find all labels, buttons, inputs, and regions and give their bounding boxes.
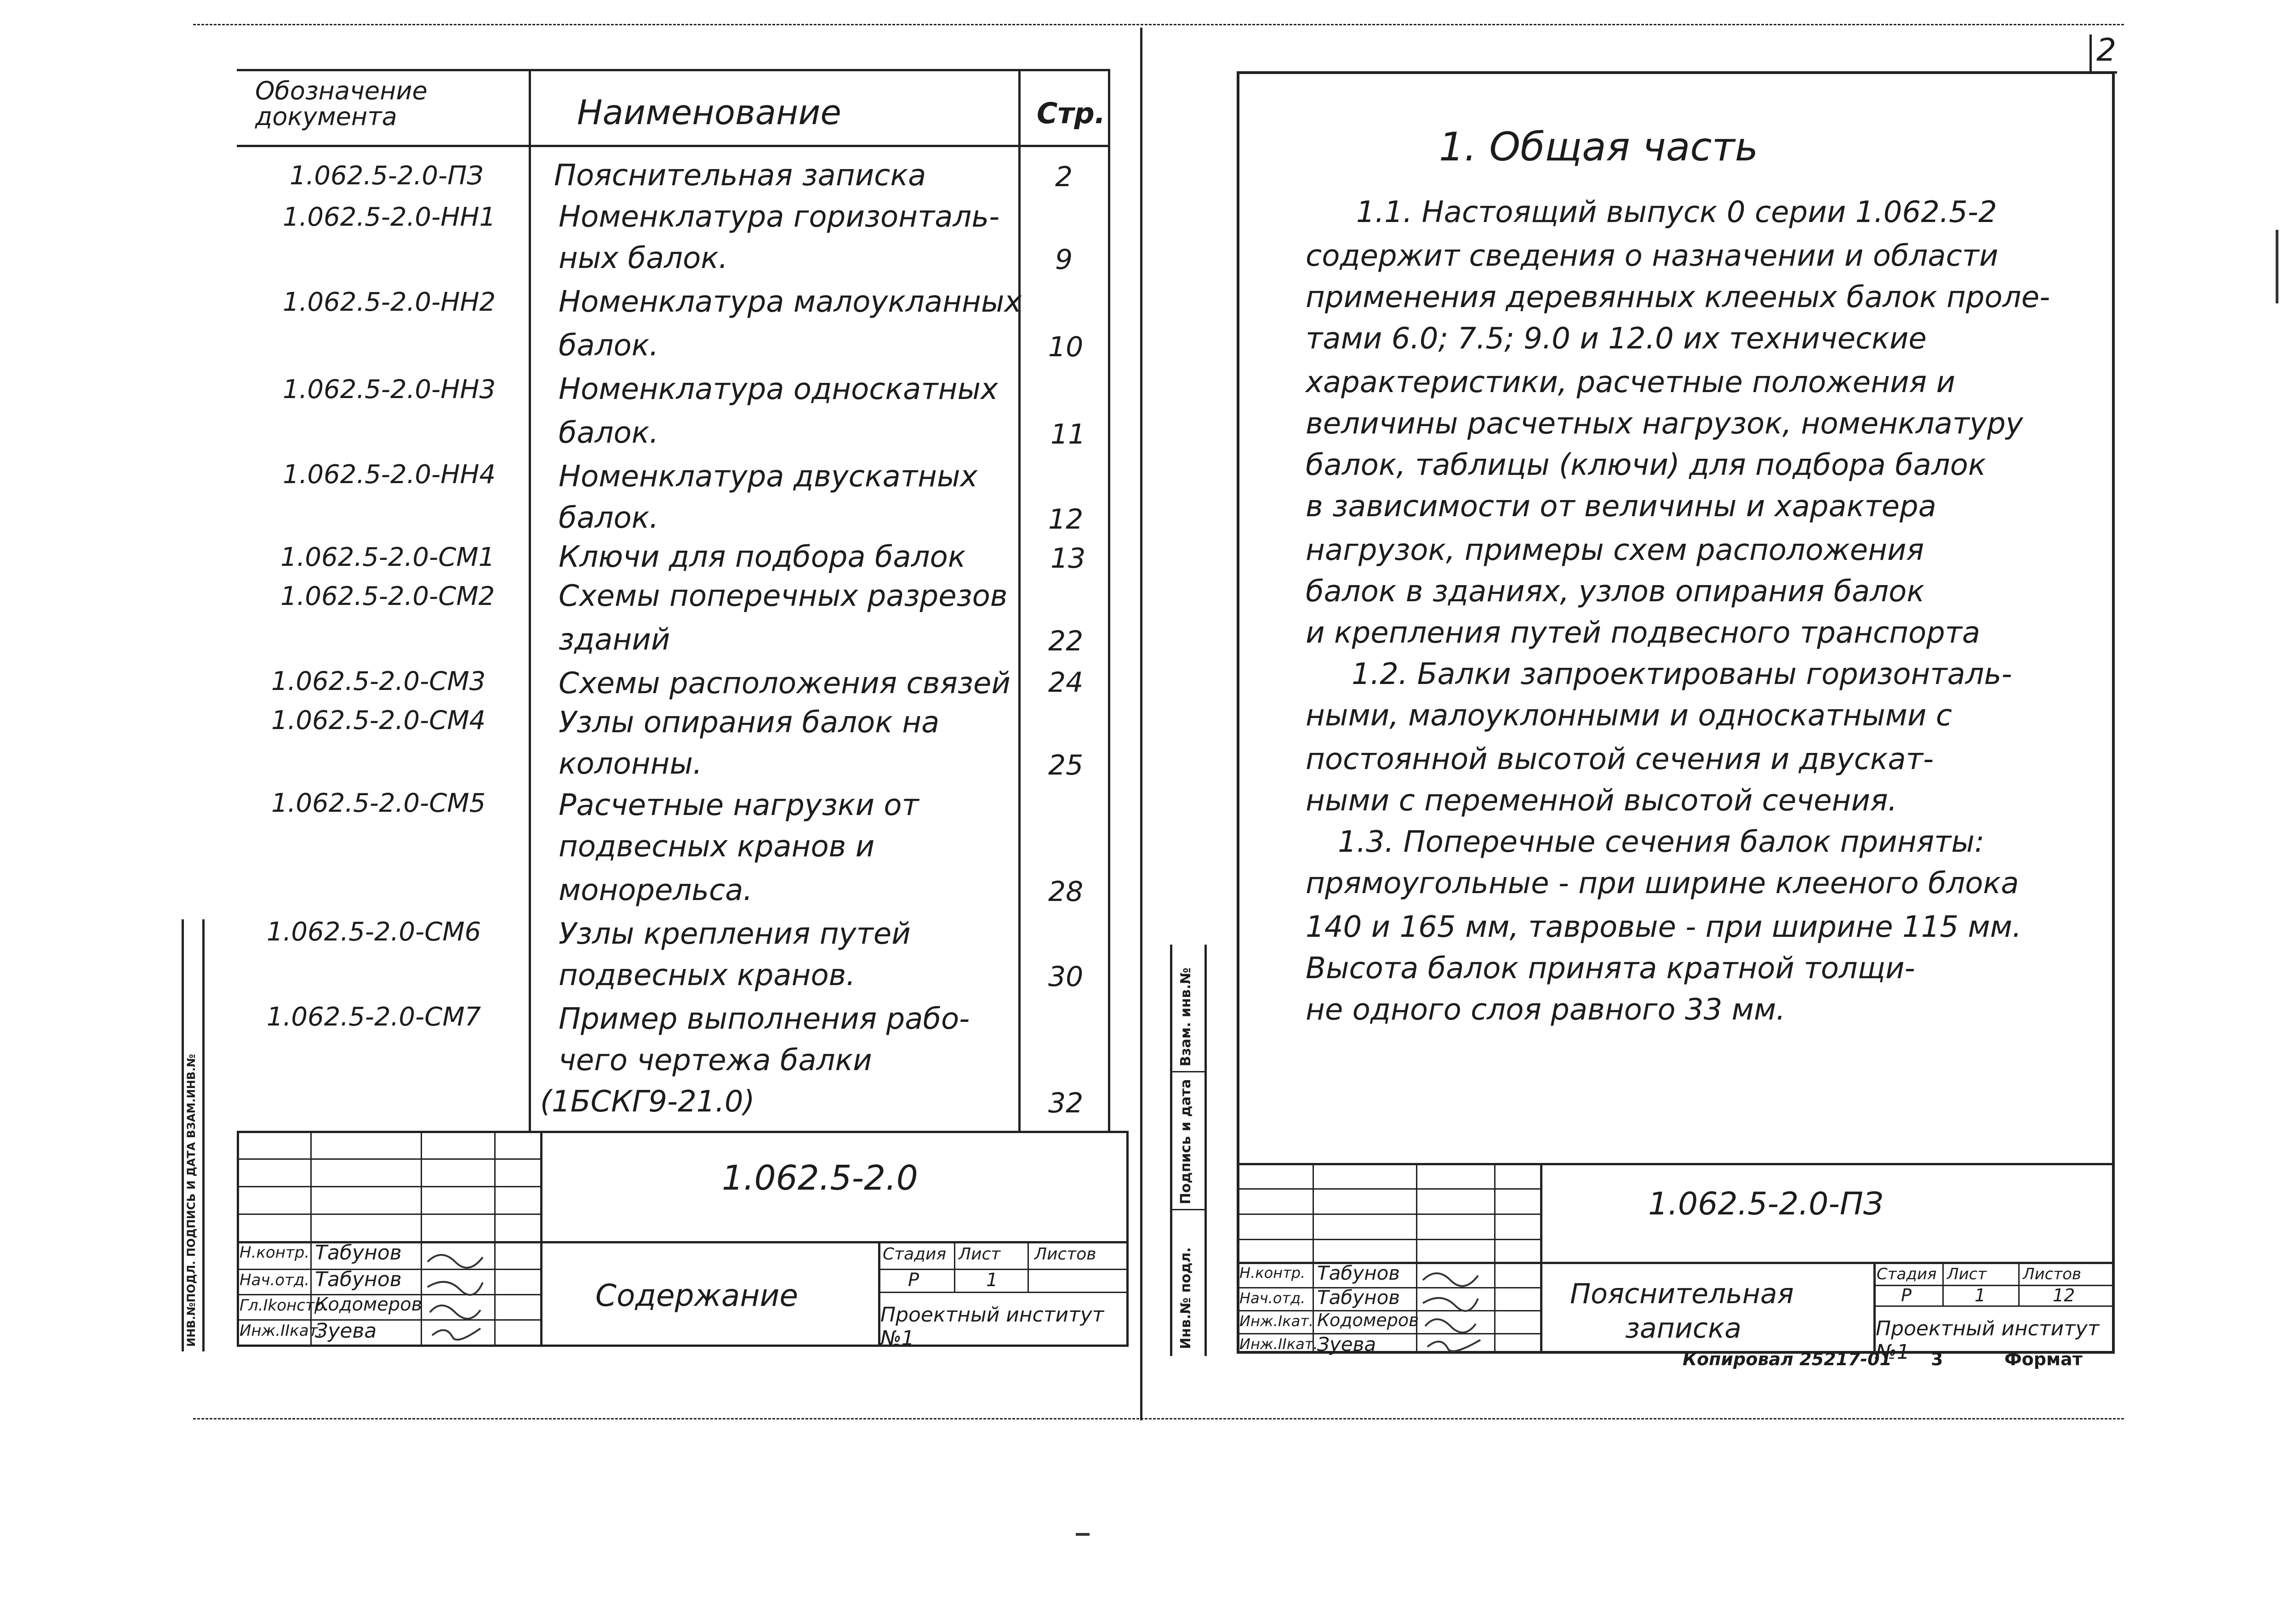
toc-name: зданий bbox=[559, 623, 670, 657]
signer-name: Табунов bbox=[1317, 1286, 1400, 1309]
toc-code: 1.062.5-2.0-СМ3 bbox=[271, 667, 486, 696]
role: Нач.отд. bbox=[240, 1271, 310, 1289]
signer-name: Кодомеров bbox=[1317, 1310, 1419, 1330]
toc-code: 1.062.5-2.0-СМ7 bbox=[267, 1002, 481, 1032]
toc-name: Номенклатура двускатных bbox=[559, 460, 978, 494]
sheet-value: 1 bbox=[986, 1270, 998, 1291]
text-line: балок в зданиях, узлов опирания балок bbox=[1306, 575, 1924, 609]
toc-page: 11 bbox=[1050, 418, 1086, 450]
table-right-border bbox=[1108, 69, 1110, 1133]
toc-page: 32 bbox=[1048, 1087, 1084, 1119]
sheets-label: Листов bbox=[1034, 1245, 1096, 1264]
top-cut-line bbox=[193, 24, 2124, 25]
right-strip-border bbox=[1170, 1071, 1207, 1072]
stamp-border bbox=[237, 1131, 239, 1347]
stamp-grid bbox=[878, 1292, 1126, 1293]
toc-name: колонны. bbox=[559, 747, 702, 781]
stamp-grid bbox=[2018, 1262, 2020, 1305]
left-title-block bbox=[237, 1131, 1129, 1350]
toc-page: 12 bbox=[1048, 503, 1084, 536]
role: Нач.отд. bbox=[1239, 1289, 1306, 1307]
right-doc-title-1: Пояснительная bbox=[1570, 1278, 1794, 1310]
page-fold-line bbox=[1140, 28, 1142, 1420]
toc-name: Ключи для подбора балок bbox=[559, 540, 966, 574]
table-header-border bbox=[237, 145, 1110, 147]
sheet-label: Лист bbox=[1947, 1265, 1987, 1283]
text-line: постоянной высотой сечения и двускат- bbox=[1306, 742, 1934, 776]
role: Инж.Iкат. bbox=[1239, 1312, 1314, 1330]
sheets-label: Листов bbox=[2023, 1265, 2082, 1283]
stamp-grid bbox=[954, 1241, 955, 1292]
scan-mark bbox=[2276, 230, 2278, 303]
organization: Проектный институт №1 bbox=[1876, 1317, 2100, 1364]
toc-code: 1.062.5-2.0-ПЗ bbox=[290, 161, 484, 191]
right-doc-title-2: записка bbox=[1625, 1312, 1741, 1345]
header-name: Наименование bbox=[577, 93, 842, 132]
role: Гл.Ikонстр. bbox=[240, 1296, 330, 1315]
stamp-grid bbox=[1540, 1163, 1542, 1354]
toc-name: (1БСКГ9-21.0) bbox=[540, 1085, 755, 1119]
stage-label: Стадия bbox=[1877, 1265, 1937, 1283]
toc-code: 1.062.5-2.0-СМ6 bbox=[267, 917, 481, 947]
role: Инж.IIкат. bbox=[1239, 1335, 1318, 1353]
section-title: 1. Общая часть bbox=[1439, 124, 1758, 170]
signer-name: Кодомеров bbox=[315, 1294, 422, 1315]
toc-name: Узлы крепления путей bbox=[559, 917, 911, 951]
sign-date-label: Подпись и дата bbox=[1178, 1079, 1194, 1204]
right-strip-border bbox=[1170, 1209, 1207, 1210]
stamp-grid bbox=[540, 1131, 542, 1347]
stamp-border bbox=[1237, 1163, 2115, 1165]
toc-page: 30 bbox=[1048, 961, 1084, 993]
signer-name: Табунов bbox=[315, 1268, 402, 1291]
toc-code: 1.062.5-2.0-СМ5 bbox=[271, 788, 486, 818]
organization: Проектный институт №1 bbox=[880, 1303, 1104, 1350]
text-line: балок, таблицы (ключи) для подбора балок bbox=[1306, 448, 1986, 482]
text-line: 1.2. Балки запроектированы горизонталь- bbox=[1352, 657, 2012, 691]
bottom-cut-line bbox=[193, 1418, 2124, 1419]
toc-code: 1.062.5-2.0-НН1 bbox=[283, 202, 496, 232]
sheet-label: Лист bbox=[959, 1245, 1001, 1264]
toc-name: балок. bbox=[559, 501, 659, 535]
text-line: и крепления путей подвесного транспорта bbox=[1306, 616, 1981, 650]
text-line: 140 и 165 мм, тавровые - при ширине 115 мм. bbox=[1306, 910, 2022, 944]
right-strip-border bbox=[1170, 945, 1172, 1356]
toc-page: 24 bbox=[1048, 667, 1084, 699]
toc-name: Номенклатура односкатных bbox=[559, 372, 998, 406]
signer-name: Табунов bbox=[315, 1241, 402, 1265]
stamp-grid bbox=[494, 1131, 496, 1347]
toc-name: Расчетные нагрузки от bbox=[559, 788, 919, 822]
format-label: Формат bbox=[2004, 1349, 2083, 1369]
role: Инж.IIкат. bbox=[240, 1322, 323, 1340]
toc-name: Схемы расположения связей bbox=[559, 667, 1010, 701]
toc-code: 1.062.5-2.0-НН2 bbox=[283, 287, 496, 317]
text-line: нагрузок, примеры схем расположения bbox=[1306, 533, 1924, 567]
copy-number: 3 bbox=[1931, 1349, 1943, 1369]
text-line: содержит сведения о назначении и области bbox=[1306, 239, 1998, 273]
toc-code: 1.062.5-2.0-НН4 bbox=[283, 460, 496, 490]
sheet-value: 1 bbox=[1975, 1285, 1986, 1305]
text-line: применения деревянных клееных балок проле- bbox=[1306, 280, 2050, 314]
toc-name: Номенклатура горизонталь- bbox=[559, 200, 1000, 234]
toc-page: 9 bbox=[1055, 244, 1073, 276]
toc-name: балок. bbox=[559, 416, 659, 450]
copied-by: Копировал 25217-01 bbox=[1683, 1349, 1892, 1369]
text-line: в зависимости от величины и характера bbox=[1306, 490, 1936, 524]
left-doc-title: Содержание bbox=[595, 1278, 799, 1313]
stamp-grid bbox=[1873, 1305, 2115, 1307]
toc-name: подвесных кранов. bbox=[559, 958, 856, 992]
left-strip-label: ИНВ.№ПОДЛ. ПОДПИСЬ И ДАТА ВЗАМ.ИНВ.№ bbox=[185, 1054, 198, 1347]
toc-name: Схемы поперечных разрезов bbox=[559, 579, 1008, 613]
toc-name: Пример выполнения рабо- bbox=[559, 1002, 970, 1036]
signer-name: Зуева bbox=[315, 1319, 377, 1343]
stage-value: Р bbox=[908, 1270, 919, 1291]
role: Н.контр. bbox=[240, 1243, 310, 1262]
toc-page: 13 bbox=[1050, 542, 1086, 575]
toc-code: 1.062.5-2.0-СМ4 bbox=[271, 706, 486, 735]
stamp-border bbox=[237, 1131, 1129, 1133]
text-line: 1.1. Настоящий выпуск 0 серии 1.062.5-2 bbox=[1356, 195, 1997, 229]
text-line: ными с переменной высотой сечения. bbox=[1306, 784, 1897, 818]
toc-page: 25 bbox=[1048, 749, 1084, 781]
vzam-label: Взам. инв.№ bbox=[1178, 967, 1194, 1066]
signature-scribbles bbox=[1418, 1264, 1492, 1354]
text-line: величины расчетных нагрузок, номенклатуру bbox=[1306, 407, 2023, 441]
toc-name: чего чертежа балки bbox=[559, 1043, 872, 1077]
stage-value: Р bbox=[1901, 1285, 1912, 1305]
text-line: тами 6.0; 7.5; 9.0 и 12.0 их технические bbox=[1306, 322, 1927, 356]
stamp-grid bbox=[1942, 1262, 1944, 1305]
toc-name: балок. bbox=[559, 329, 659, 363]
toc-name: ных балок. bbox=[559, 241, 728, 275]
text-line: Высота балок принята кратной толщи- bbox=[1306, 952, 1915, 986]
signer-name: Зуева bbox=[1317, 1333, 1376, 1356]
sheet-number: 2 bbox=[2096, 32, 2117, 68]
scan-mark bbox=[1076, 1533, 1090, 1536]
toc-page: 2 bbox=[1055, 161, 1073, 193]
toc-name: Пояснительная записка bbox=[554, 159, 926, 193]
signature-scribbles bbox=[423, 1243, 492, 1345]
col-divider-2 bbox=[1018, 69, 1021, 1133]
stamp-grid bbox=[1494, 1163, 1496, 1354]
toc-page: 10 bbox=[1048, 331, 1084, 363]
toc-code: 1.062.5-2.0-НН3 bbox=[283, 375, 496, 405]
text-line: характеристики, расчетные положения и bbox=[1306, 365, 1956, 399]
left-doc-code: 1.062.5-2.0 bbox=[722, 1158, 918, 1198]
toc-name: Узлы опирания балок на bbox=[559, 706, 940, 740]
contents-table bbox=[237, 69, 1110, 1149]
toc-name: Номенклатура малоукланных bbox=[559, 285, 1022, 319]
col-divider-1 bbox=[529, 69, 531, 1133]
left-strip-border bbox=[202, 919, 205, 1351]
table-top-border bbox=[237, 69, 1110, 71]
toc-name: подвесных кранов и bbox=[559, 830, 875, 864]
right-doc-code: 1.062.5-2.0-ПЗ bbox=[1648, 1186, 1884, 1222]
header-page: Стр. bbox=[1037, 97, 1106, 130]
left-strip-border bbox=[182, 919, 184, 1351]
toc-page: 22 bbox=[1048, 625, 1084, 657]
right-strip-border bbox=[1204, 945, 1207, 1356]
sheets-value: 12 bbox=[2053, 1285, 2075, 1305]
toc-page: 28 bbox=[1048, 876, 1084, 908]
inv-label: Инв.№ подл. bbox=[1178, 1247, 1194, 1349]
stage-label: Стадия bbox=[883, 1245, 947, 1264]
text-line: 1.3. Поперечные сечения балок приняты: bbox=[1338, 825, 1985, 859]
toc-name: монорельса. bbox=[559, 873, 753, 907]
text-line: прямоугольные - при ширине клееного блока bbox=[1306, 866, 2019, 900]
text-line: не одного слоя равного 33 мм. bbox=[1306, 993, 1786, 1027]
toc-code: 1.062.5-2.0-СМ1 bbox=[280, 542, 495, 572]
text-line: ными, малоуклонными и односкатными с bbox=[1306, 699, 1952, 733]
toc-code: 1.062.5-2.0-СМ2 bbox=[280, 581, 495, 611]
role: Н.контр. bbox=[1239, 1264, 1306, 1282]
header-code: Обозначение документа bbox=[255, 76, 428, 131]
stamp-grid bbox=[1027, 1241, 1029, 1292]
signer-name: Табунов bbox=[1317, 1262, 1400, 1284]
